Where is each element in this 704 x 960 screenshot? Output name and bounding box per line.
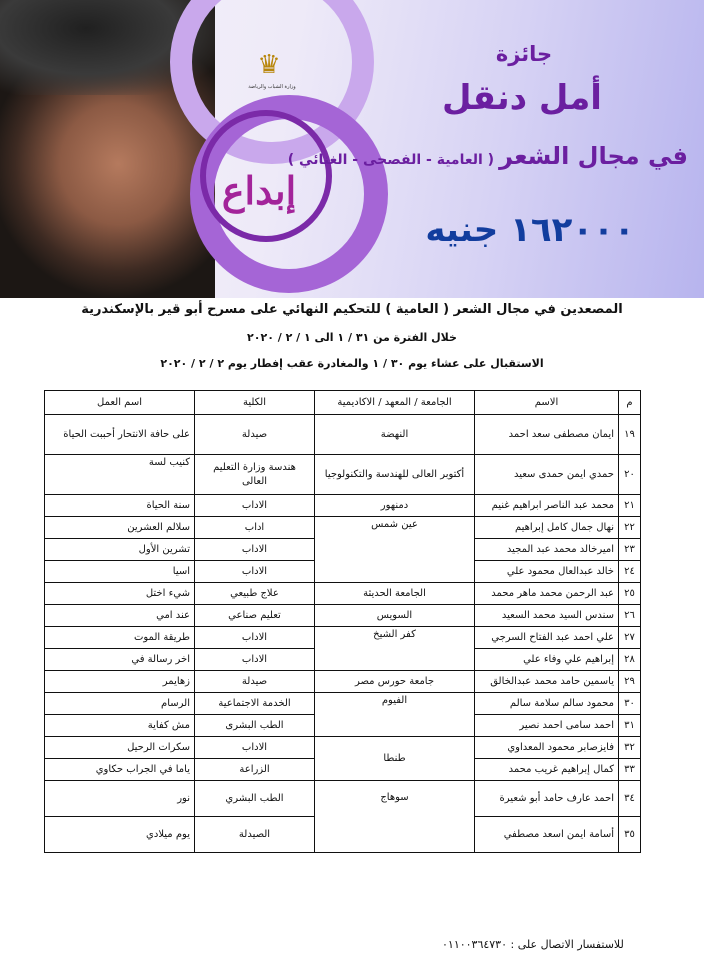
- table-row: [45, 671, 641, 693]
- cell-university: دمنهور: [315, 495, 475, 517]
- header-faculty: الكلية: [195, 391, 315, 415]
- table-row: [45, 517, 641, 539]
- award-name: أمل دنقل: [442, 78, 602, 118]
- cell-faculty: الاداب: [195, 495, 315, 517]
- cell-faculty: الاداب: [195, 737, 315, 759]
- cell-work: اسيا: [45, 561, 195, 583]
- cell-university: جامعة حورس مصر: [315, 671, 475, 693]
- cell-num: ٣٢: [619, 737, 641, 759]
- cell-work: طريقة الموت: [45, 627, 195, 649]
- header-work: اسم العمل: [45, 391, 195, 415]
- table-header-row: [45, 391, 641, 415]
- cell-university: عين شمس: [315, 517, 475, 583]
- award-banner: [0, 0, 704, 298]
- cell-faculty: هندسة وزارة التعليم العالى: [195, 455, 315, 495]
- cell-faculty: علاج طبيعي: [195, 583, 315, 605]
- cell-name: أسامة ايمن اسعد مصطفي: [475, 817, 619, 853]
- cell-faculty: صيدلة: [195, 671, 315, 693]
- cell-name: ايمان مصطفى سعد احمد: [475, 415, 619, 455]
- cell-name: احمد عارف حامد أبو شعيرة: [475, 781, 619, 817]
- cell-university: سوهاج: [315, 781, 475, 853]
- heading-title: المصعدين في مجال الشعر ( العامية ) للتحكيم النهائي على مسرح أبو قير بالإسكندرية: [81, 302, 623, 317]
- cell-faculty: الاداب: [195, 649, 315, 671]
- cell-num: ٢٣: [619, 539, 641, 561]
- heading-period: خلال الفترة من ٣١ / ١ الى ١ / ٢ / ٢٠٢٠: [247, 331, 457, 344]
- cell-name: فايزصابر محمود المعداوي: [475, 737, 619, 759]
- cell-num: ٣٤: [619, 781, 641, 817]
- cell-num: ٢٢: [619, 517, 641, 539]
- header-name: الاسم: [475, 391, 619, 415]
- ministry-caption: وزارة الشباب والرياضة: [248, 84, 296, 90]
- cell-work: مش كفاية: [45, 715, 195, 737]
- cell-faculty: اداب: [195, 517, 315, 539]
- cell-work: ياما في الجراب حكاوي: [45, 759, 195, 781]
- cell-num: ٢٥: [619, 583, 641, 605]
- cell-work: سنة الحياة: [45, 495, 195, 517]
- cell-work: سكرات الرحيل: [45, 737, 195, 759]
- cell-name: محمود سالم سلامة سالم: [475, 693, 619, 715]
- cell-num: ٣١: [619, 715, 641, 737]
- table-row: [45, 627, 641, 649]
- table-row: [45, 605, 641, 627]
- cell-work: نور: [45, 781, 195, 817]
- cell-faculty: تعليم صناعي: [195, 605, 315, 627]
- award-field-sub: ( العامية - الفصحى - الغنائي ): [287, 152, 495, 168]
- cell-faculty: الطب البشرى: [195, 715, 315, 737]
- cell-num: ٢٦: [619, 605, 641, 627]
- cell-num: ٢٧: [619, 627, 641, 649]
- cell-num: ٣٠: [619, 693, 641, 715]
- cell-name: سندس السيد محمد السعيد: [475, 605, 619, 627]
- cell-faculty: صيدلة: [195, 415, 315, 455]
- table-row: [45, 455, 641, 495]
- cell-faculty: الطب البشري: [195, 781, 315, 817]
- cell-work: شيء اختل: [45, 583, 195, 605]
- cell-num: ٣٥: [619, 817, 641, 853]
- cell-num: ٢٩: [619, 671, 641, 693]
- cell-faculty: الاداب: [195, 627, 315, 649]
- header-university: الجامعة / المعهد / الاكاديمية: [315, 391, 475, 415]
- table-row: [45, 583, 641, 605]
- cell-name: اميرخالد محمد عبد المجيد: [475, 539, 619, 561]
- cell-name: عبد الرحمن محمد ماهر محمد: [475, 583, 619, 605]
- cell-name: نهال جمال كامل إبراهيم: [475, 517, 619, 539]
- heading-schedule: الاستقبال على عشاء يوم ٣٠ / ١ والمغادرة عقب إفطار يوم ٢ / ٢ / ٢٠٢٠: [160, 357, 544, 370]
- award-field-main: في مجال الشعر: [499, 142, 688, 170]
- header-num: م: [619, 391, 641, 415]
- table-row: [45, 781, 641, 817]
- cell-num: ٢٠: [619, 455, 641, 495]
- cell-university: أكتوبر العالى للهندسة والتكنولوجيا: [315, 455, 475, 495]
- cell-faculty: الصيدلة: [195, 817, 315, 853]
- cell-name: محمد عبد الناصر ابراهيم غنيم: [475, 495, 619, 517]
- cell-faculty: الاداب: [195, 561, 315, 583]
- cell-num: ١٩: [619, 415, 641, 455]
- cell-name: كمال إبراهيم غريب محمد: [475, 759, 619, 781]
- cell-num: ٢١: [619, 495, 641, 517]
- cell-university: السويس: [315, 605, 475, 627]
- cell-name: خالد عبدالعال محمود علي: [475, 561, 619, 583]
- cell-faculty: الزراعة: [195, 759, 315, 781]
- cell-faculty: الخدمة الاجتماعية: [195, 693, 315, 715]
- cell-name: احمد سامى احمد نصير: [475, 715, 619, 737]
- cell-work: يوم ميلادي: [45, 817, 195, 853]
- finalists-table: [44, 390, 641, 853]
- table-row: [45, 693, 641, 715]
- cell-work: عند امي: [45, 605, 195, 627]
- cell-faculty: الاداب: [195, 539, 315, 561]
- cell-work: على حافة الانتحار أحببت الحياة: [45, 415, 195, 455]
- cell-university: الجامعة الحديثة: [315, 583, 475, 605]
- contact-footer: للاستفسار الاتصال على : ٠١١٠٠٣٦٤٧٣٠: [442, 938, 624, 951]
- cell-name: علي احمد عبد الفتاح السرجي: [475, 627, 619, 649]
- cell-university: طنطا: [315, 737, 475, 781]
- cell-work: زهايمر: [45, 671, 195, 693]
- cell-num: ٣٣: [619, 759, 641, 781]
- table-row: [45, 737, 641, 759]
- cell-university: النهضة: [315, 415, 475, 455]
- cell-num: ٢٤: [619, 561, 641, 583]
- award-word: جائزة: [495, 42, 553, 66]
- cell-work: كنيب لسة: [45, 455, 195, 495]
- table-row: [45, 415, 641, 455]
- cell-name: إبراهيم علي وفاء علي: [475, 649, 619, 671]
- cell-university: كفر الشيخ: [315, 627, 475, 671]
- ibdaa-logo: إبداع: [221, 167, 297, 213]
- cell-num: ٢٨: [619, 649, 641, 671]
- cell-work: سلالم العشرين: [45, 517, 195, 539]
- table-row: [45, 495, 641, 517]
- award-field: [287, 142, 688, 178]
- cell-name: حمدي ايمن حمدى سعيد: [475, 455, 619, 495]
- cell-name: ياسمين حامد محمد عبدالخالق: [475, 671, 619, 693]
- cell-university: الفيوم: [315, 693, 475, 737]
- prize-amount: ١٦٢٠٠٠ جنيه: [425, 210, 635, 250]
- cell-work: تشرين الأول: [45, 539, 195, 561]
- cell-work: الرسام: [45, 693, 195, 715]
- eagle-emblem-icon: ♛: [257, 50, 281, 80]
- cell-work: اخر رسالة في: [45, 649, 195, 671]
